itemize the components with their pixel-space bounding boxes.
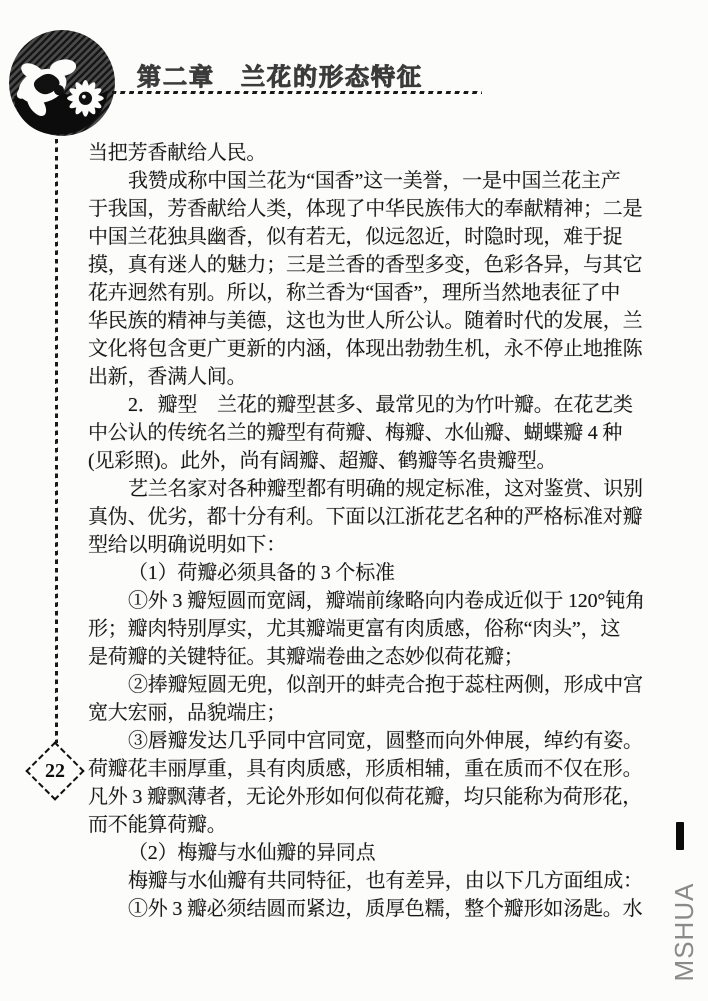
body-text-line: 华民族的精神与美德，这也为世人所公认。随着时代的发展，兰: [88, 310, 643, 332]
body-text-line: 型给以明确说明如下：: [88, 534, 286, 556]
page-number-badge: [25, 741, 84, 800]
body-text-line: 2．瓣型 兰花的瓣型甚多、最常见的为竹叶瓣。在花艺类: [128, 394, 633, 416]
body-text-line: ①外 3 瓣必须结圆而紧边，质厚色糯，整个瓣形如汤匙。水: [128, 898, 643, 920]
orchid-flower-emblem-icon: [6, 27, 118, 139]
margin-dashed-rule: [55, 139, 58, 743]
body-text-block: [88, 139, 648, 923]
body-text-line: 当把芳香献给人民。: [88, 142, 267, 164]
body-text-line: 梅瓣与水仙瓣有共同特征，也有差异，由以下几方面组成：: [128, 870, 643, 892]
body-text-line: （1）荷瓣必须具备的 3 个标准: [128, 562, 395, 584]
chapter-title: 第二章 兰花的形态特征: [137, 65, 423, 91]
body-text-line: 出新，香满人间。: [88, 366, 247, 388]
spine-ink-mark: [676, 822, 684, 850]
body-text-line: 真伪、优劣，都十分有利。下面以江浙花艺名种的严格标准对瓣: [88, 506, 643, 528]
body-text-line: 摸，真有迷人的魅力；三是兰香的香型多变，色彩各异，与其它: [88, 254, 643, 276]
body-text-line: 凡外 3 瓣飘薄者，无论外形如何似荷花瓣，均只能称为荷形花，: [88, 786, 642, 808]
body-text-line: (见彩照)。此外，尚有阔瓣、超瓣、鹤瓣等名贵瓣型。: [88, 450, 557, 472]
body-text-line: 中国兰花独具幽香，似有若无，似远忽近，时隐时现，难于捉: [88, 226, 623, 248]
body-text-line: 是荷瓣的关键特征。其瓣端卷曲之态妙似荷花瓣；: [88, 646, 524, 668]
body-text-line: ③唇瓣发达几乎同中宫同宽，圆整而向外伸展，绰约有姿。: [128, 730, 643, 752]
body-text-line: 宽大宏丽，品貌端庄；: [88, 702, 286, 724]
body-text-line: （2）梅瓣与水仙瓣的异同点: [128, 842, 376, 864]
body-text-line: 文化将包含更广更新的内涵，体现出勃勃生机，永不停止地推陈: [88, 338, 643, 360]
body-text-line: ②捧瓣短圆无兜，似剖开的蚌壳合抱于蕊柱两侧，形成中宫: [128, 674, 643, 696]
body-text-line: ①外 3 瓣短圆而宽阔，瓣端前缘略向内卷成近似于 120°钝角: [128, 590, 645, 612]
body-text-line: 荷瓣花丰丽厚重，具有肉质感，形质相辅，重在质而不仅在形。: [88, 758, 643, 780]
body-text-line: 花卉迥然有别。所以，称兰香为“国香”，理所当然地表征了中: [88, 282, 621, 304]
body-text-line: 我赞成称中国兰花为“国香”这一美誉，一是中国兰花主产: [128, 170, 621, 192]
body-text-line: 于我国，芳香献给人类，体现了中华民族伟大的奉献精神；二是: [88, 198, 643, 220]
header-dashed-rule: [112, 91, 482, 94]
body-text-line: 艺兰名家对各种瓣型都有明确的规定标准，这对鉴赏、识别: [128, 478, 643, 500]
page-number: 22: [45, 760, 65, 782]
body-text-line: 而不能算荷瓣。: [88, 814, 227, 836]
body-text-line: 中公认的传统名兰的瓣型有荷瓣、梅瓣、水仙瓣、蝴蝶瓣 4 种: [88, 422, 623, 444]
spine-watermark: MSHUA: [669, 882, 699, 982]
body-text-line: 形；瓣肉特别厚实，尤其瓣端更富有肉质感，俗称“肉头”，这: [88, 618, 621, 640]
